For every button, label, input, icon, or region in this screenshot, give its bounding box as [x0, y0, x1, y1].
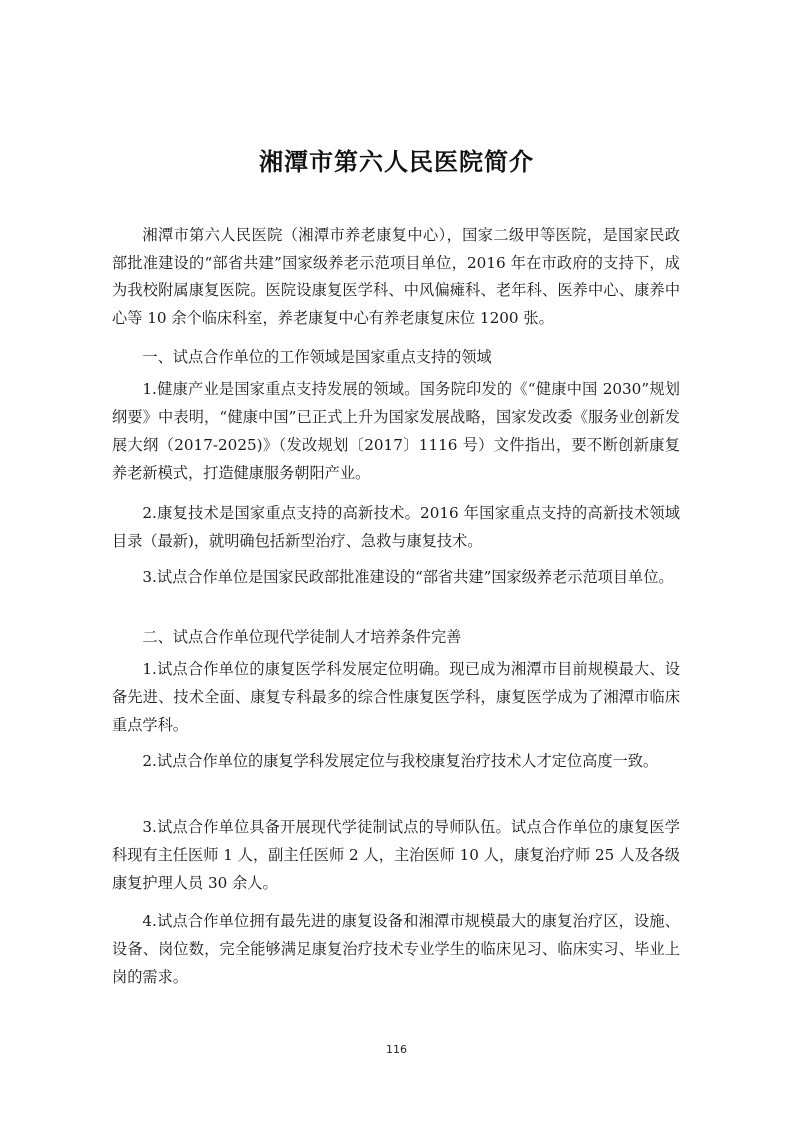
section-2-item-1: 1.试点合作单位的康复医学科发展定位明确。现已成为湘潭市目前规模最大、设备先进、技术全面、康复专科最多的综合性康复医学科，康复医学成为了湘潭市临床重点学科。	[112, 660, 680, 734]
intro-paragraph: 湘潭市第六人民医院（湘潭市养老康复中心），国家二级甲等医院，是国家民政部批准建设的“部省共建”国家级养老示范项目单位，2016 年在市政府的支持下，成为我校附属康复医院。医院设康复医学科、中风偏瘫科、老年科、医养中心、康养中心等 10 余个临床科室，养老康复中心有养老康复床位 1200 张。	[112, 226, 680, 327]
section-2-item-3: 3.试点合作单位具备开展现代学徒制试点的导师队伍。试点合作单位的康复医学科现有主任医师 1 人，副主任医师 2 人，主治医师 10 人，康复治疗师 25 人及各级康复护理人员 30 余人。	[112, 818, 680, 892]
section-1-item-1: 1.健康产业是国家重点支持发展的领域。国务院印发的《“健康中国 2030”规划纲要》中表明，“健康中国”已正式上升为国家发展战略，国家发改委《服务业创新发展大纲（2017-2025)》（发改规划〔2017〕1116 号）文件指出，要不断创新康复养老新模式，打造健康服务朝阳产业。	[112, 380, 680, 482]
section-1-heading: 一、试点合作单位的工作领域是国家重点支持的领域	[142, 348, 492, 366]
section-2-item-2: 2.试点合作单位的康复学科发展定位与我校康复治疗技术人才定位高度一致。	[142, 752, 659, 770]
section-2-item-4: 4.试点合作单位拥有最先进的康复设备和湘潭市规模最大的康复治疗区，设施、设备、岗位数，完全能够满足康复治疗技术专业学生的临床见习、临床实习、毕业上岗的需求。	[112, 912, 680, 986]
section-1-item-3: 3.试点合作单位是国家民政部批准建设的“部省共建”国家级养老示范项目单位。	[142, 568, 674, 586]
section-2-heading: 二、试点合作单位现代学徒制人才培养条件完善	[142, 628, 462, 646]
page-number: 116	[386, 1043, 407, 1056]
page-title: 湘潭市第六人民医院简介	[259, 148, 534, 176]
section-1-item-2: 2.康复技术是国家重点支持的高新技术。2016 年国家重点支持的高新技术领域目录（最新)，就明确包括新型治疗、急救与康复技术。	[112, 504, 680, 550]
